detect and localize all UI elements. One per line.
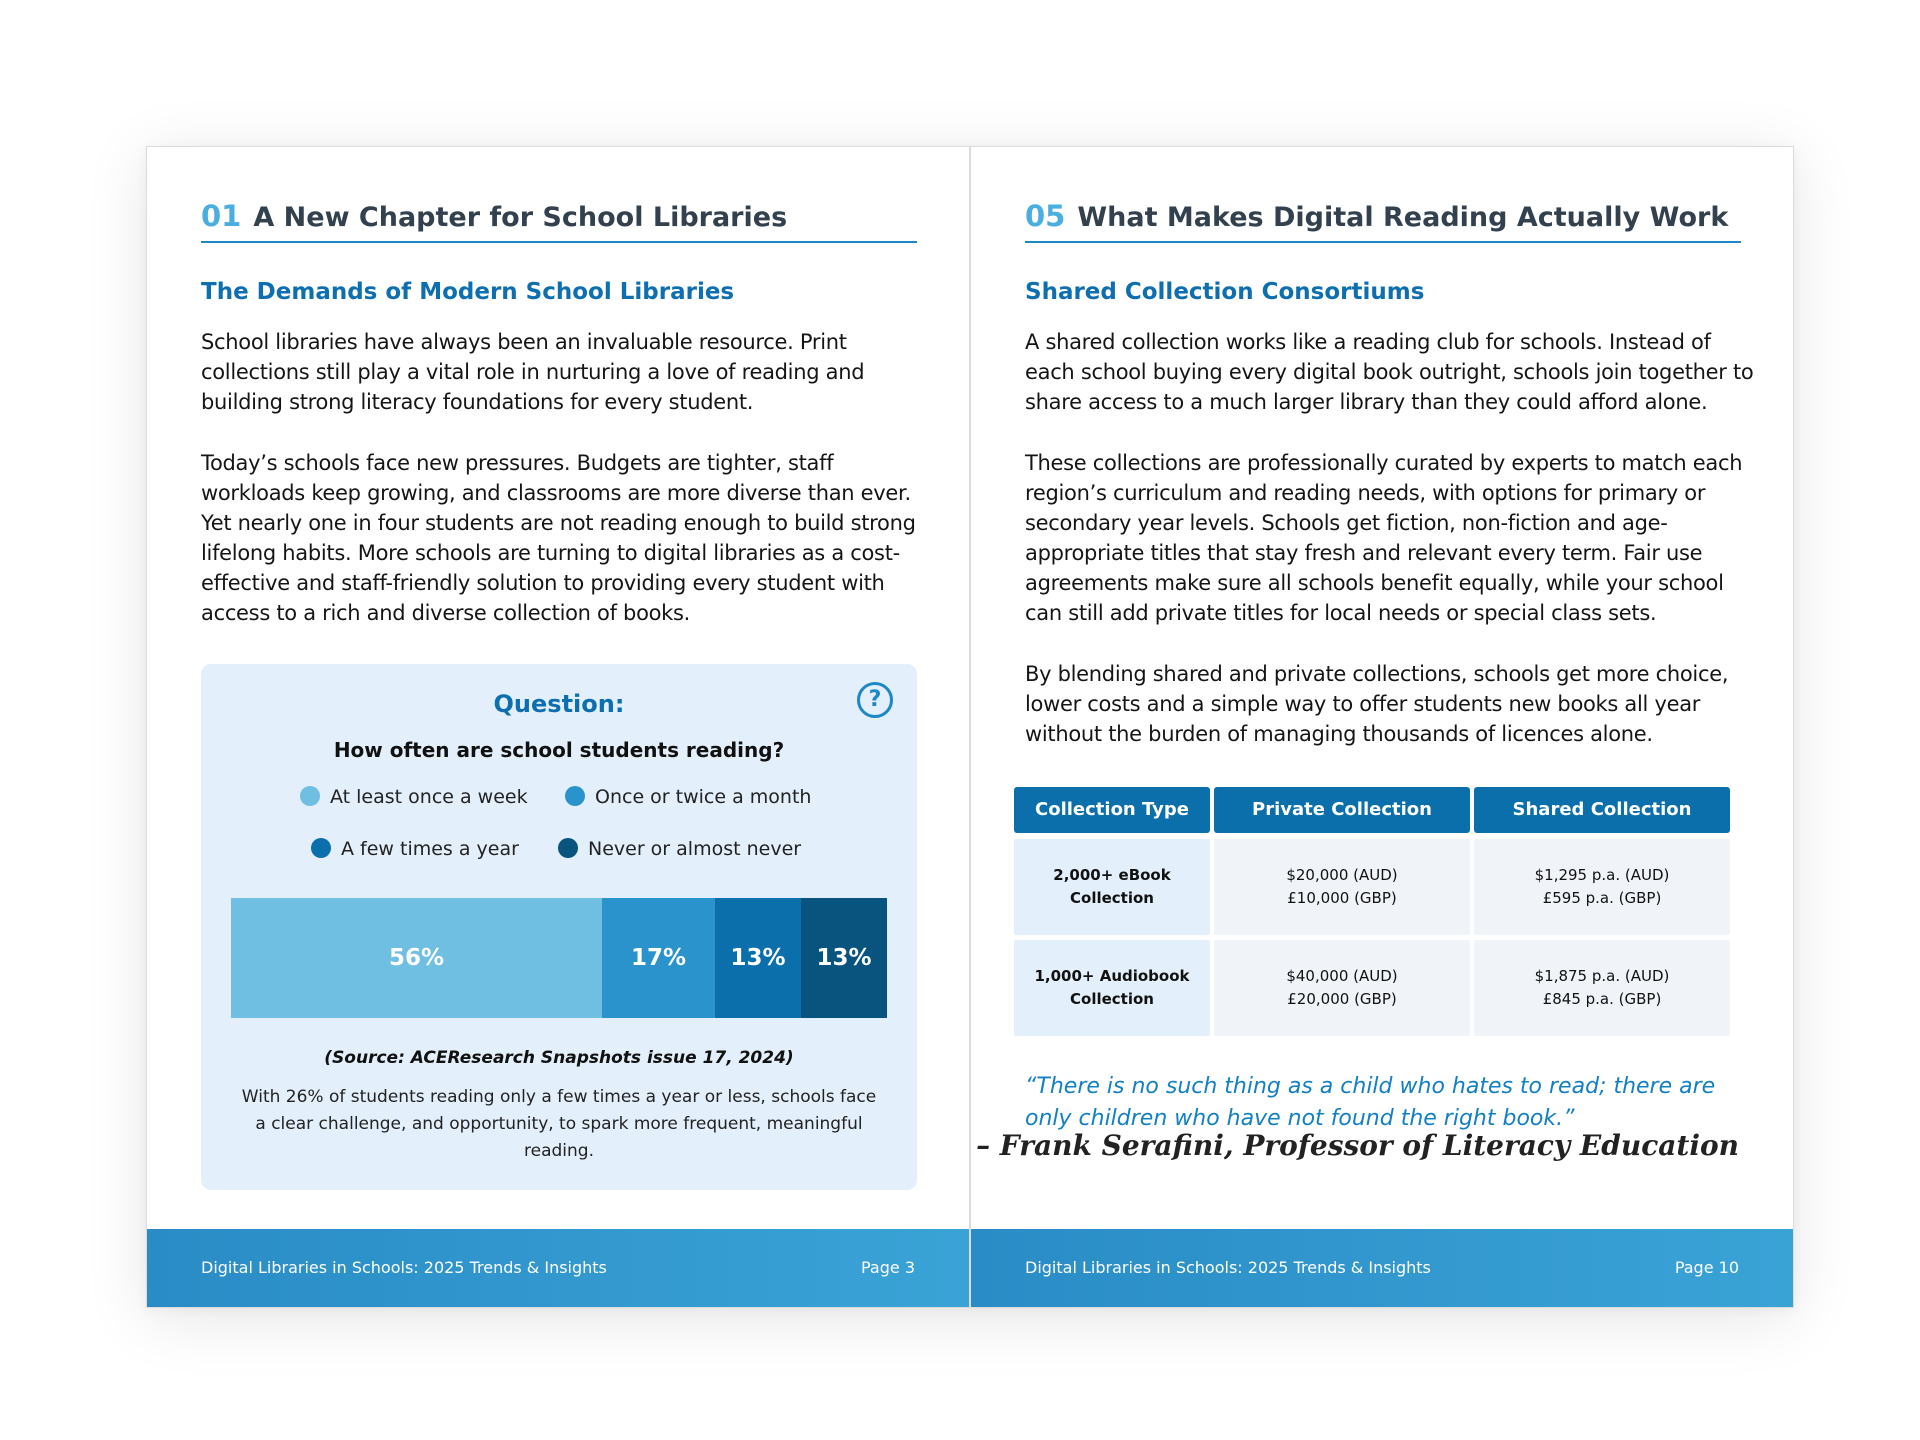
legend-dot xyxy=(565,786,585,806)
question-label: Question: xyxy=(493,690,625,718)
page-right xyxy=(970,146,1794,1308)
legend-item xyxy=(565,786,811,808)
table-cell: 2,000+ eBook Collection xyxy=(1014,839,1210,935)
footer-title: Digital Libraries in Schools: 2025 Trends & Insights xyxy=(1025,1258,1431,1277)
legend-label: A few times a year xyxy=(341,838,519,860)
table-cell: $1,875 p.a. (AUD) £845 p.a. (GBP) xyxy=(1474,940,1730,1036)
quote-attribution: – Frank Serafini, Professor of Literacy Education xyxy=(976,1129,1739,1162)
legend-label: At least once a week xyxy=(330,786,528,808)
table-cell: $1,295 p.a. (AUD) £595 p.a. (GBP) xyxy=(1474,839,1730,935)
legend-dot xyxy=(311,838,331,858)
question-text: How often are school students reading? xyxy=(333,738,785,762)
bar-segment-3: 13% xyxy=(715,898,801,1018)
paragraph: School libraries have always been an invaluable resource. Print collections still play a vital role in nurturing a love of reading and building strong literacy foundations for every student. xyxy=(201,330,865,414)
paragraph: By blending shared and private collections, schools get more choice, lower costs and a simple way to offer students new books all year without the burden of managing thousands of licences alone. xyxy=(1025,662,1729,746)
legend-item xyxy=(558,838,801,860)
bar-segment-2: 17% xyxy=(602,898,715,1018)
legend-item xyxy=(300,786,528,808)
stacked-bar-chart xyxy=(231,898,887,1018)
paragraph: These collections are professionally curated by experts to match each region’s curriculum and reading needs, with options for primary or secondary year levels. Schools get fiction, non-fiction and age-appropriate titles that stay fresh and relevant every term. Fair use agreements make sure all schools benefit equally, while your school can still add private titles for local needs or special class sets. xyxy=(1025,451,1743,625)
book-spread xyxy=(146,146,1794,1308)
section-title: Shared Collection Consortiums xyxy=(1025,279,1425,305)
source-citation: (Source: ACEResearch Snapshots issue 17, 2024) xyxy=(324,1048,794,1068)
paragraph: Today’s schools face new pressures. Budgets are tighter, staff workloads keep growing, and classrooms are more diverse than ever. Yet nearly one in four students are not reading enough to build strong lifelong habits. More schools are turning to digital libraries as a cost-effective and staff-friendly solution to providing every student with access to a rich and diverse collection of books. xyxy=(201,451,916,625)
table-header: Collection Type xyxy=(1014,787,1210,833)
page-number: Page 10 xyxy=(1674,1258,1739,1277)
table-header: Shared Collection xyxy=(1474,787,1730,833)
page-left xyxy=(146,146,970,1308)
legend-item xyxy=(311,838,519,860)
chapter-heading xyxy=(1025,199,1741,243)
page-number: Page 3 xyxy=(861,1258,915,1277)
question-circle-icon: ? xyxy=(857,682,893,718)
footer-title: Digital Libraries in Schools: 2025 Trends & Insights xyxy=(201,1258,607,1277)
page-footer xyxy=(971,1229,1793,1307)
table-cell: $20,000 (AUD) £10,000 (GBP) xyxy=(1214,839,1470,935)
chapter-number: 01 xyxy=(201,199,242,233)
page-footer xyxy=(147,1229,969,1307)
section-title: The Demands of Modern School Libraries xyxy=(201,279,735,305)
quote-text: “There is no such thing as a child who hates to read; there are only children who have not found the right book.” xyxy=(1025,1074,1716,1131)
chapter-title: What Makes Digital Reading Actually Work xyxy=(1077,202,1729,233)
chapter-heading xyxy=(201,199,917,243)
legend-dot xyxy=(558,838,578,858)
chapter-number: 05 xyxy=(1025,199,1066,233)
legend-label: Once or twice a month xyxy=(595,786,812,808)
legend-label: Never or almost never xyxy=(588,838,802,860)
paragraph: A shared collection works like a reading club for schools. Instead of each school buying every digital book outright, schools join together to share access to a much larger library than they could afford alone. xyxy=(1025,330,1754,414)
bar-segment-4: 13% xyxy=(801,898,887,1018)
chapter-title: A New Chapter for School Libraries xyxy=(253,202,788,233)
table-header: Private Collection xyxy=(1214,787,1470,833)
legend-dot xyxy=(300,786,320,806)
table-cell: 1,000+ Audiobook Collection xyxy=(1014,940,1210,1036)
bar-segment-1: 56% xyxy=(231,898,602,1018)
question-box xyxy=(201,664,917,1190)
chart-note: With 26% of students reading only a few times a year or less, schools face a clear challenge, and opportunity, to spark more frequent, meaningful reading. xyxy=(241,1087,877,1161)
table-cell: $40,000 (AUD) £20,000 (GBP) xyxy=(1214,940,1470,1036)
